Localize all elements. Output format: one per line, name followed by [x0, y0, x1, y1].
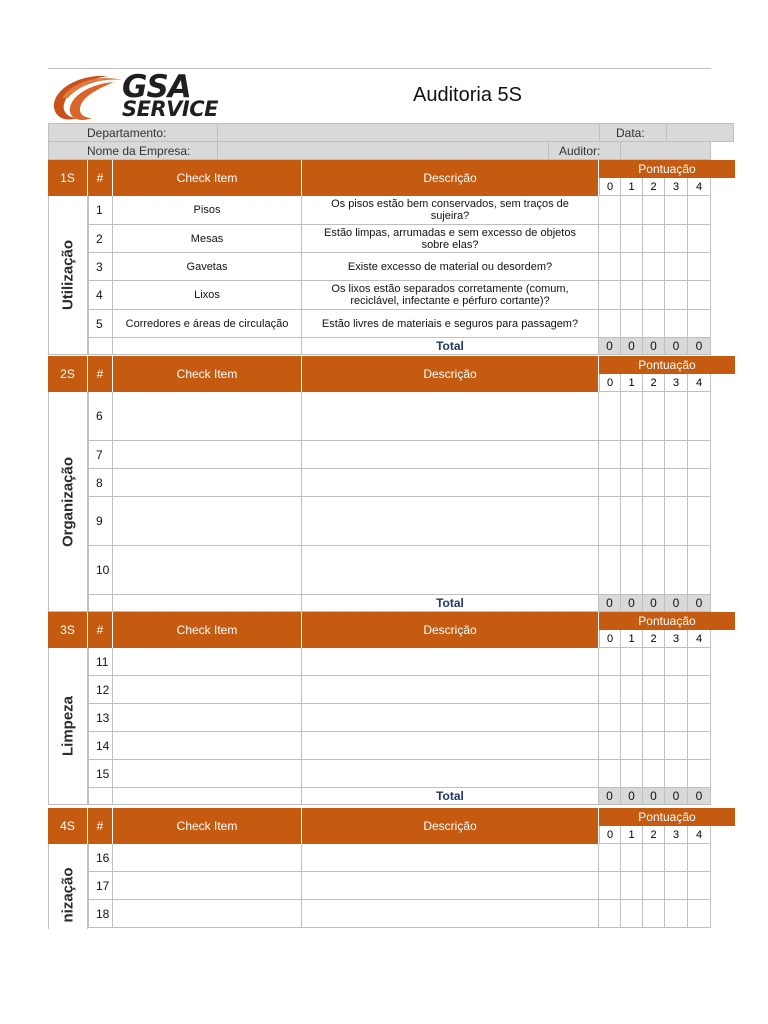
check-item-header: Check Item [113, 160, 302, 196]
check-item-cell[interactable] [113, 676, 302, 704]
score-scale-label: 2 [643, 630, 665, 648]
check-item-header: Check Item [113, 356, 302, 392]
score-cell[interactable] [643, 281, 665, 310]
score-scale-label: 0 [599, 630, 621, 648]
total-value: 0 [688, 338, 711, 355]
total-value: 0 [599, 788, 621, 805]
section-code: 3S [48, 612, 88, 648]
check-item-header: Check Item [113, 808, 302, 844]
score-cell[interactable] [599, 497, 621, 546]
score-cell[interactable] [688, 760, 711, 788]
score-cell[interactable] [643, 648, 665, 676]
descricao-cell[interactable] [302, 546, 599, 595]
score-cell[interactable] [621, 469, 643, 497]
total-label: Total [302, 338, 599, 355]
data-field[interactable] [666, 123, 734, 142]
descricao-cell[interactable] [302, 760, 599, 788]
descricao-cell[interactable] [302, 497, 599, 546]
check-item-cell[interactable] [113, 704, 302, 732]
score-cell[interactable] [688, 469, 711, 497]
score-cell[interactable] [643, 196, 665, 225]
check-item-cell[interactable] [113, 441, 302, 469]
score-cell[interactable] [621, 732, 643, 760]
item-number: 1 [88, 196, 113, 225]
pontuacao-header: Pontuação [599, 808, 735, 826]
item-number: 4 [88, 281, 113, 310]
score-scale-label: 3 [665, 374, 688, 392]
item-number: 14 [88, 732, 113, 760]
score-cell[interactable] [643, 676, 665, 704]
score-cell[interactable] [688, 253, 711, 281]
check-item-cell[interactable] [113, 872, 302, 900]
item-number: 6 [88, 392, 113, 441]
departamento-label: Departamento: [48, 123, 218, 142]
score-cell[interactable] [688, 441, 711, 469]
empresa-label: Nome da Empresa: [48, 141, 218, 160]
total-value: 0 [621, 595, 643, 612]
descricao-cell[interactable]: Estão livres de materiais e seguros para passagem? [302, 310, 599, 338]
check-item-cell[interactable] [113, 469, 302, 497]
section-name: Limpeza [59, 695, 77, 757]
section-side-label [48, 196, 88, 355]
item-number: 17 [88, 872, 113, 900]
score-cell[interactable] [665, 310, 688, 338]
total-value: 0 [621, 338, 643, 355]
check-item-cell[interactable] [113, 546, 302, 595]
score-cell[interactable] [665, 760, 688, 788]
score-cell[interactable] [599, 310, 621, 338]
score-scale-label: 2 [643, 178, 665, 196]
check-item-cell[interactable] [113, 648, 302, 676]
score-cell[interactable] [599, 760, 621, 788]
check-item-cell[interactable] [113, 392, 302, 441]
hash-header: # [88, 612, 113, 648]
score-scale-label: 1 [621, 374, 643, 392]
descricao-cell[interactable] [302, 676, 599, 704]
total-value: 0 [643, 788, 665, 805]
score-cell[interactable] [665, 392, 688, 441]
brand-line2: SERVICE [122, 97, 218, 121]
total-value: 0 [665, 788, 688, 805]
score-cell[interactable] [688, 732, 711, 760]
section-side-label [48, 844, 88, 929]
descricao-cell[interactable] [302, 441, 599, 469]
score-cell[interactable] [688, 392, 711, 441]
score-scale-label: 4 [688, 826, 711, 844]
score-cell[interactable] [621, 648, 643, 676]
score-cell[interactable] [621, 872, 643, 900]
hash-header: # [88, 356, 113, 392]
item-number: 9 [88, 497, 113, 546]
item-number: 15 [88, 760, 113, 788]
check-item-cell[interactable] [113, 732, 302, 760]
score-cell[interactable] [599, 253, 621, 281]
total-value: 0 [599, 595, 621, 612]
score-cell[interactable] [621, 392, 643, 441]
score-cell[interactable] [688, 704, 711, 732]
score-cell[interactable] [688, 900, 711, 928]
score-cell[interactable] [665, 872, 688, 900]
score-scale-label: 1 [621, 178, 643, 196]
score-cell[interactable] [665, 732, 688, 760]
score-cell[interactable] [665, 900, 688, 928]
score-cell[interactable] [665, 441, 688, 469]
score-cell[interactable] [599, 844, 621, 872]
score-cell[interactable] [688, 546, 711, 595]
score-cell[interactable] [688, 225, 711, 253]
section-side-label [48, 392, 88, 612]
check-item-cell[interactable] [113, 900, 302, 928]
score-cell[interactable] [621, 704, 643, 732]
total-value: 0 [688, 595, 711, 612]
hash-header: # [88, 160, 113, 196]
section-code: 2S [48, 356, 88, 392]
score-scale-label: 3 [665, 630, 688, 648]
hash-header: # [88, 808, 113, 844]
score-cell[interactable] [665, 196, 688, 225]
score-cell[interactable] [599, 732, 621, 760]
empresa-field[interactable] [217, 141, 549, 160]
score-cell[interactable] [621, 497, 643, 546]
score-cell[interactable] [665, 546, 688, 595]
score-cell[interactable] [665, 281, 688, 310]
score-cell[interactable] [688, 196, 711, 225]
score-cell[interactable] [599, 281, 621, 310]
total-label: Total [302, 788, 599, 805]
section-side-label [48, 648, 88, 805]
descricao-cell[interactable]: Os lixos estão separados corretamente (comum, reciclável, infectante e pérfuro cortante)? [302, 281, 599, 310]
check-item-cell[interactable]: Corredores e áreas de circulação [113, 310, 302, 338]
score-cell[interactable] [688, 281, 711, 310]
total-value: 0 [665, 338, 688, 355]
section-name: Organização [59, 456, 77, 547]
departamento-field[interactable] [217, 123, 600, 142]
score-cell[interactable] [643, 844, 665, 872]
descricao-cell[interactable] [302, 900, 599, 928]
score-cell[interactable] [643, 732, 665, 760]
descricao-cell[interactable] [302, 732, 599, 760]
score-cell[interactable] [665, 497, 688, 546]
score-cell[interactable] [665, 469, 688, 497]
check-item-cell[interactable]: Gavetas [113, 253, 302, 281]
total-spacer [88, 338, 113, 355]
brand-line1: GSA [122, 69, 191, 105]
score-scale-label: 0 [599, 374, 621, 392]
score-scale-label: 0 [599, 826, 621, 844]
score-cell[interactable] [665, 648, 688, 676]
score-scale-label: 1 [621, 630, 643, 648]
score-cell[interactable] [643, 469, 665, 497]
auditor-label: Auditor: [548, 141, 621, 160]
score-cell[interactable] [599, 676, 621, 704]
score-cell[interactable] [599, 704, 621, 732]
descricao-cell[interactable]: Existe excesso de material ou desordem? [302, 253, 599, 281]
check-item-cell[interactable]: Mesas [113, 225, 302, 253]
page-title: Auditoria 5S [413, 84, 522, 106]
total-value: 0 [621, 788, 643, 805]
data-label: Data: [599, 123, 667, 142]
score-scale-label: 3 [665, 178, 688, 196]
score-cell[interactable] [621, 900, 643, 928]
section-code: 1S [48, 160, 88, 196]
check-item-cell[interactable] [113, 497, 302, 546]
item-number: 5 [88, 310, 113, 338]
descricao-cell[interactable] [302, 704, 599, 732]
score-cell[interactable] [643, 441, 665, 469]
score-cell[interactable] [665, 704, 688, 732]
item-number: 16 [88, 844, 113, 872]
score-scale-label: 3 [665, 826, 688, 844]
score-scale-label: 4 [688, 630, 711, 648]
score-cell[interactable] [621, 844, 643, 872]
section-name: Utilização [59, 239, 77, 311]
descricao-cell[interactable] [302, 392, 599, 441]
total-value: 0 [643, 338, 665, 355]
total-spacer [88, 595, 113, 612]
score-scale-label: 1 [621, 826, 643, 844]
score-cell[interactable] [599, 546, 621, 595]
score-cell[interactable] [688, 648, 711, 676]
score-cell[interactable] [688, 844, 711, 872]
item-number: 10 [88, 546, 113, 595]
descricao-cell[interactable]: Estão limpas, arrumadas e sem excesso de objetos sobre elas? [302, 225, 599, 253]
descricao-cell[interactable]: Os pisos estão bem conservados, sem traços de sujeira? [302, 196, 599, 225]
descricao-header: Descrição [302, 160, 599, 196]
score-cell[interactable] [643, 497, 665, 546]
score-cell[interactable] [621, 760, 643, 788]
descricao-header: Descrição [302, 356, 599, 392]
score-cell[interactable] [621, 676, 643, 704]
pontuacao-header: Pontuação [599, 612, 735, 630]
item-number: 18 [88, 900, 113, 928]
score-cell[interactable] [621, 281, 643, 310]
item-number: 7 [88, 441, 113, 469]
auditor-field[interactable] [620, 141, 711, 160]
descricao-header: Descrição [302, 612, 599, 648]
score-scale-label: 4 [688, 374, 711, 392]
score-cell[interactable] [621, 441, 643, 469]
score-cell[interactable] [643, 310, 665, 338]
score-cell[interactable] [599, 441, 621, 469]
score-cell[interactable] [688, 310, 711, 338]
score-cell[interactable] [599, 900, 621, 928]
score-scale-label: 2 [643, 374, 665, 392]
check-item-cell[interactable]: Pisos [113, 196, 302, 225]
score-cell[interactable] [643, 253, 665, 281]
item-number: 12 [88, 676, 113, 704]
total-spacer [113, 595, 302, 612]
swoosh-icon [48, 68, 128, 124]
check-item-cell[interactable]: Lixos [113, 281, 302, 310]
check-item-header: Check Item [113, 612, 302, 648]
descricao-cell[interactable] [302, 844, 599, 872]
total-value: 0 [665, 595, 688, 612]
check-item-cell[interactable] [113, 760, 302, 788]
score-scale-label: 2 [643, 826, 665, 844]
pontuacao-header: Pontuação [599, 356, 735, 374]
score-cell[interactable] [643, 704, 665, 732]
total-label: Total [302, 595, 599, 612]
score-cell[interactable] [688, 676, 711, 704]
item-number: 11 [88, 648, 113, 676]
score-cell[interactable] [599, 648, 621, 676]
score-cell[interactable] [665, 844, 688, 872]
score-cell[interactable] [599, 196, 621, 225]
score-cell[interactable] [665, 225, 688, 253]
score-cell[interactable] [688, 872, 711, 900]
score-cell[interactable] [643, 872, 665, 900]
check-item-cell[interactable] [113, 844, 302, 872]
score-cell[interactable] [599, 469, 621, 497]
score-cell[interactable] [599, 872, 621, 900]
total-spacer [113, 338, 302, 355]
score-cell[interactable] [665, 253, 688, 281]
score-cell[interactable] [621, 225, 643, 253]
score-cell[interactable] [621, 253, 643, 281]
score-cell[interactable] [643, 392, 665, 441]
score-cell[interactable] [643, 760, 665, 788]
item-number: 3 [88, 253, 113, 281]
pontuacao-header: Pontuação [599, 160, 735, 178]
descricao-header: Descrição [302, 808, 599, 844]
section-name: nização [59, 867, 77, 923]
total-value: 0 [643, 595, 665, 612]
score-cell[interactable] [665, 676, 688, 704]
score-cell[interactable] [643, 900, 665, 928]
descricao-cell[interactable] [302, 872, 599, 900]
total-value: 0 [599, 338, 621, 355]
score-cell[interactable] [643, 546, 665, 595]
item-number: 13 [88, 704, 113, 732]
total-value: 0 [688, 788, 711, 805]
score-scale-label: 4 [688, 178, 711, 196]
score-cell[interactable] [688, 497, 711, 546]
item-number: 8 [88, 469, 113, 497]
descricao-cell[interactable] [302, 648, 599, 676]
score-cell[interactable] [643, 225, 665, 253]
gsa-service-logo [48, 70, 226, 122]
score-cell[interactable] [599, 225, 621, 253]
item-number: 2 [88, 225, 113, 253]
score-cell[interactable] [599, 392, 621, 441]
total-spacer [88, 788, 113, 805]
score-cell[interactable] [621, 196, 643, 225]
score-scale-label: 0 [599, 178, 621, 196]
descricao-cell[interactable] [302, 469, 599, 497]
score-cell[interactable] [621, 546, 643, 595]
score-cell[interactable] [621, 310, 643, 338]
total-spacer [113, 788, 302, 805]
section-code: 4S [48, 808, 88, 844]
